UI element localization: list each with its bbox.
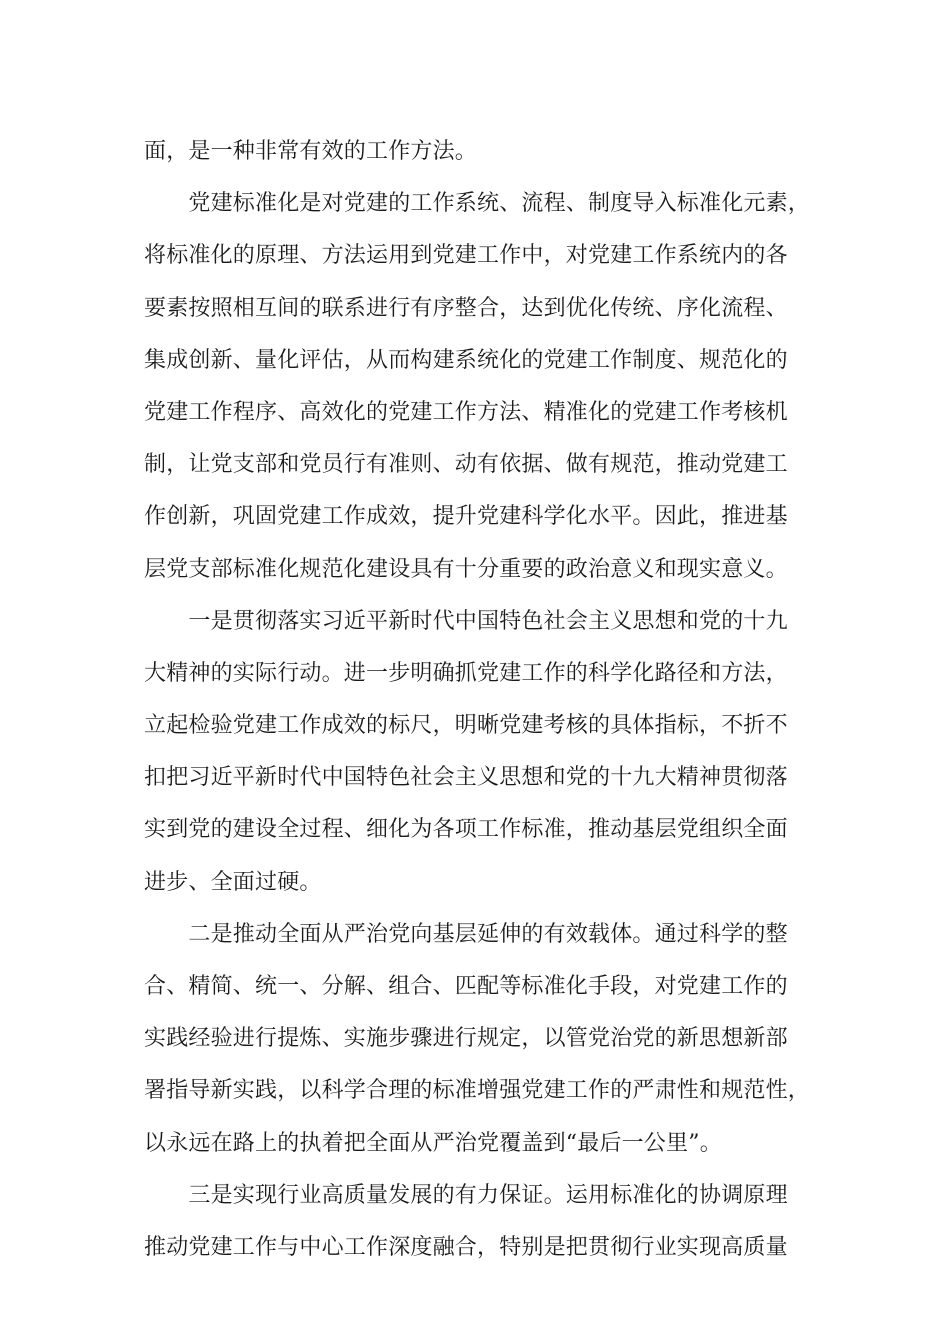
text-line: 党建标准化是对党建的工作系统、流程、制度导入标准化元素， xyxy=(144,191,811,217)
text-line: 二是推动全面从严治党向基层延伸的有效载体。通过科学的整 xyxy=(144,921,788,947)
text-line: 面，是一种非常有效的工作方法。 xyxy=(144,139,478,164)
text-line: 集成创新、量化评估，从而构建系统化的党建工作制度、规范化的 xyxy=(144,347,788,373)
text-line: 扣把习近平新时代中国特色社会主义思想和党的十九大精神贯彻落 xyxy=(144,765,788,791)
text-line: 立起检验党建工作成效的标尺，明晰党建考核的具体指标，不折不 xyxy=(144,713,788,739)
text-line: 合、精简、统一、分解、组合、匹配等标准化手段，对党建工作的 xyxy=(144,974,788,999)
text-line: 署指导新实践，以科学合理的标准增强党建工作的严肃性和规范性， xyxy=(144,1078,811,1104)
text-line: 将标准化的原理、方法运用到党建工作中，对党建工作系统内的各 xyxy=(144,243,788,269)
document-body xyxy=(144,126,811,1274)
text-line: 以永远在路上的执着把全面从严治党覆盖到“最后一公里”。 xyxy=(144,1130,722,1156)
text-line: 大精神的实际行动。进一步明确抓党建工作的科学化路径和方法， xyxy=(144,660,788,686)
text-line: 进步、全面过硬。 xyxy=(144,869,322,895)
text-line: 三是实现行业高质量发展的有力保证。运用标准化的协调原理 xyxy=(144,1182,788,1208)
text-line: 要素按照相互间的联系进行有序整合，达到优化传统、序化流程、 xyxy=(144,295,788,321)
text-line: 实到党的建设全过程、细化为各项工作标准，推动基层党组织全面 xyxy=(144,817,788,843)
text-line: 层党支部标准化规范化建设具有十分重要的政治意义和现实意义。 xyxy=(144,556,788,582)
text-line: 作创新，巩固党建工作成效，提升党建科学化水平。因此，推进基 xyxy=(144,504,788,530)
text-line: 推动党建工作与中心工作深度融合，特别是把贯彻行业实现高质量 xyxy=(144,1234,788,1260)
text-line: 党建工作程序、高效化的党建工作方法、精准化的党建工作考核机 xyxy=(144,399,788,425)
text-line: 一是贯彻落实习近平新时代中国特色社会主义思想和党的十九 xyxy=(144,608,788,634)
text-line: 制，让党支部和党员行有准则、动有依据、做有规范，推动党建工 xyxy=(144,452,788,478)
text-line: 实践经验进行提炼、实施步骤进行规定，以管党治党的新思想新部 xyxy=(144,1026,788,1052)
